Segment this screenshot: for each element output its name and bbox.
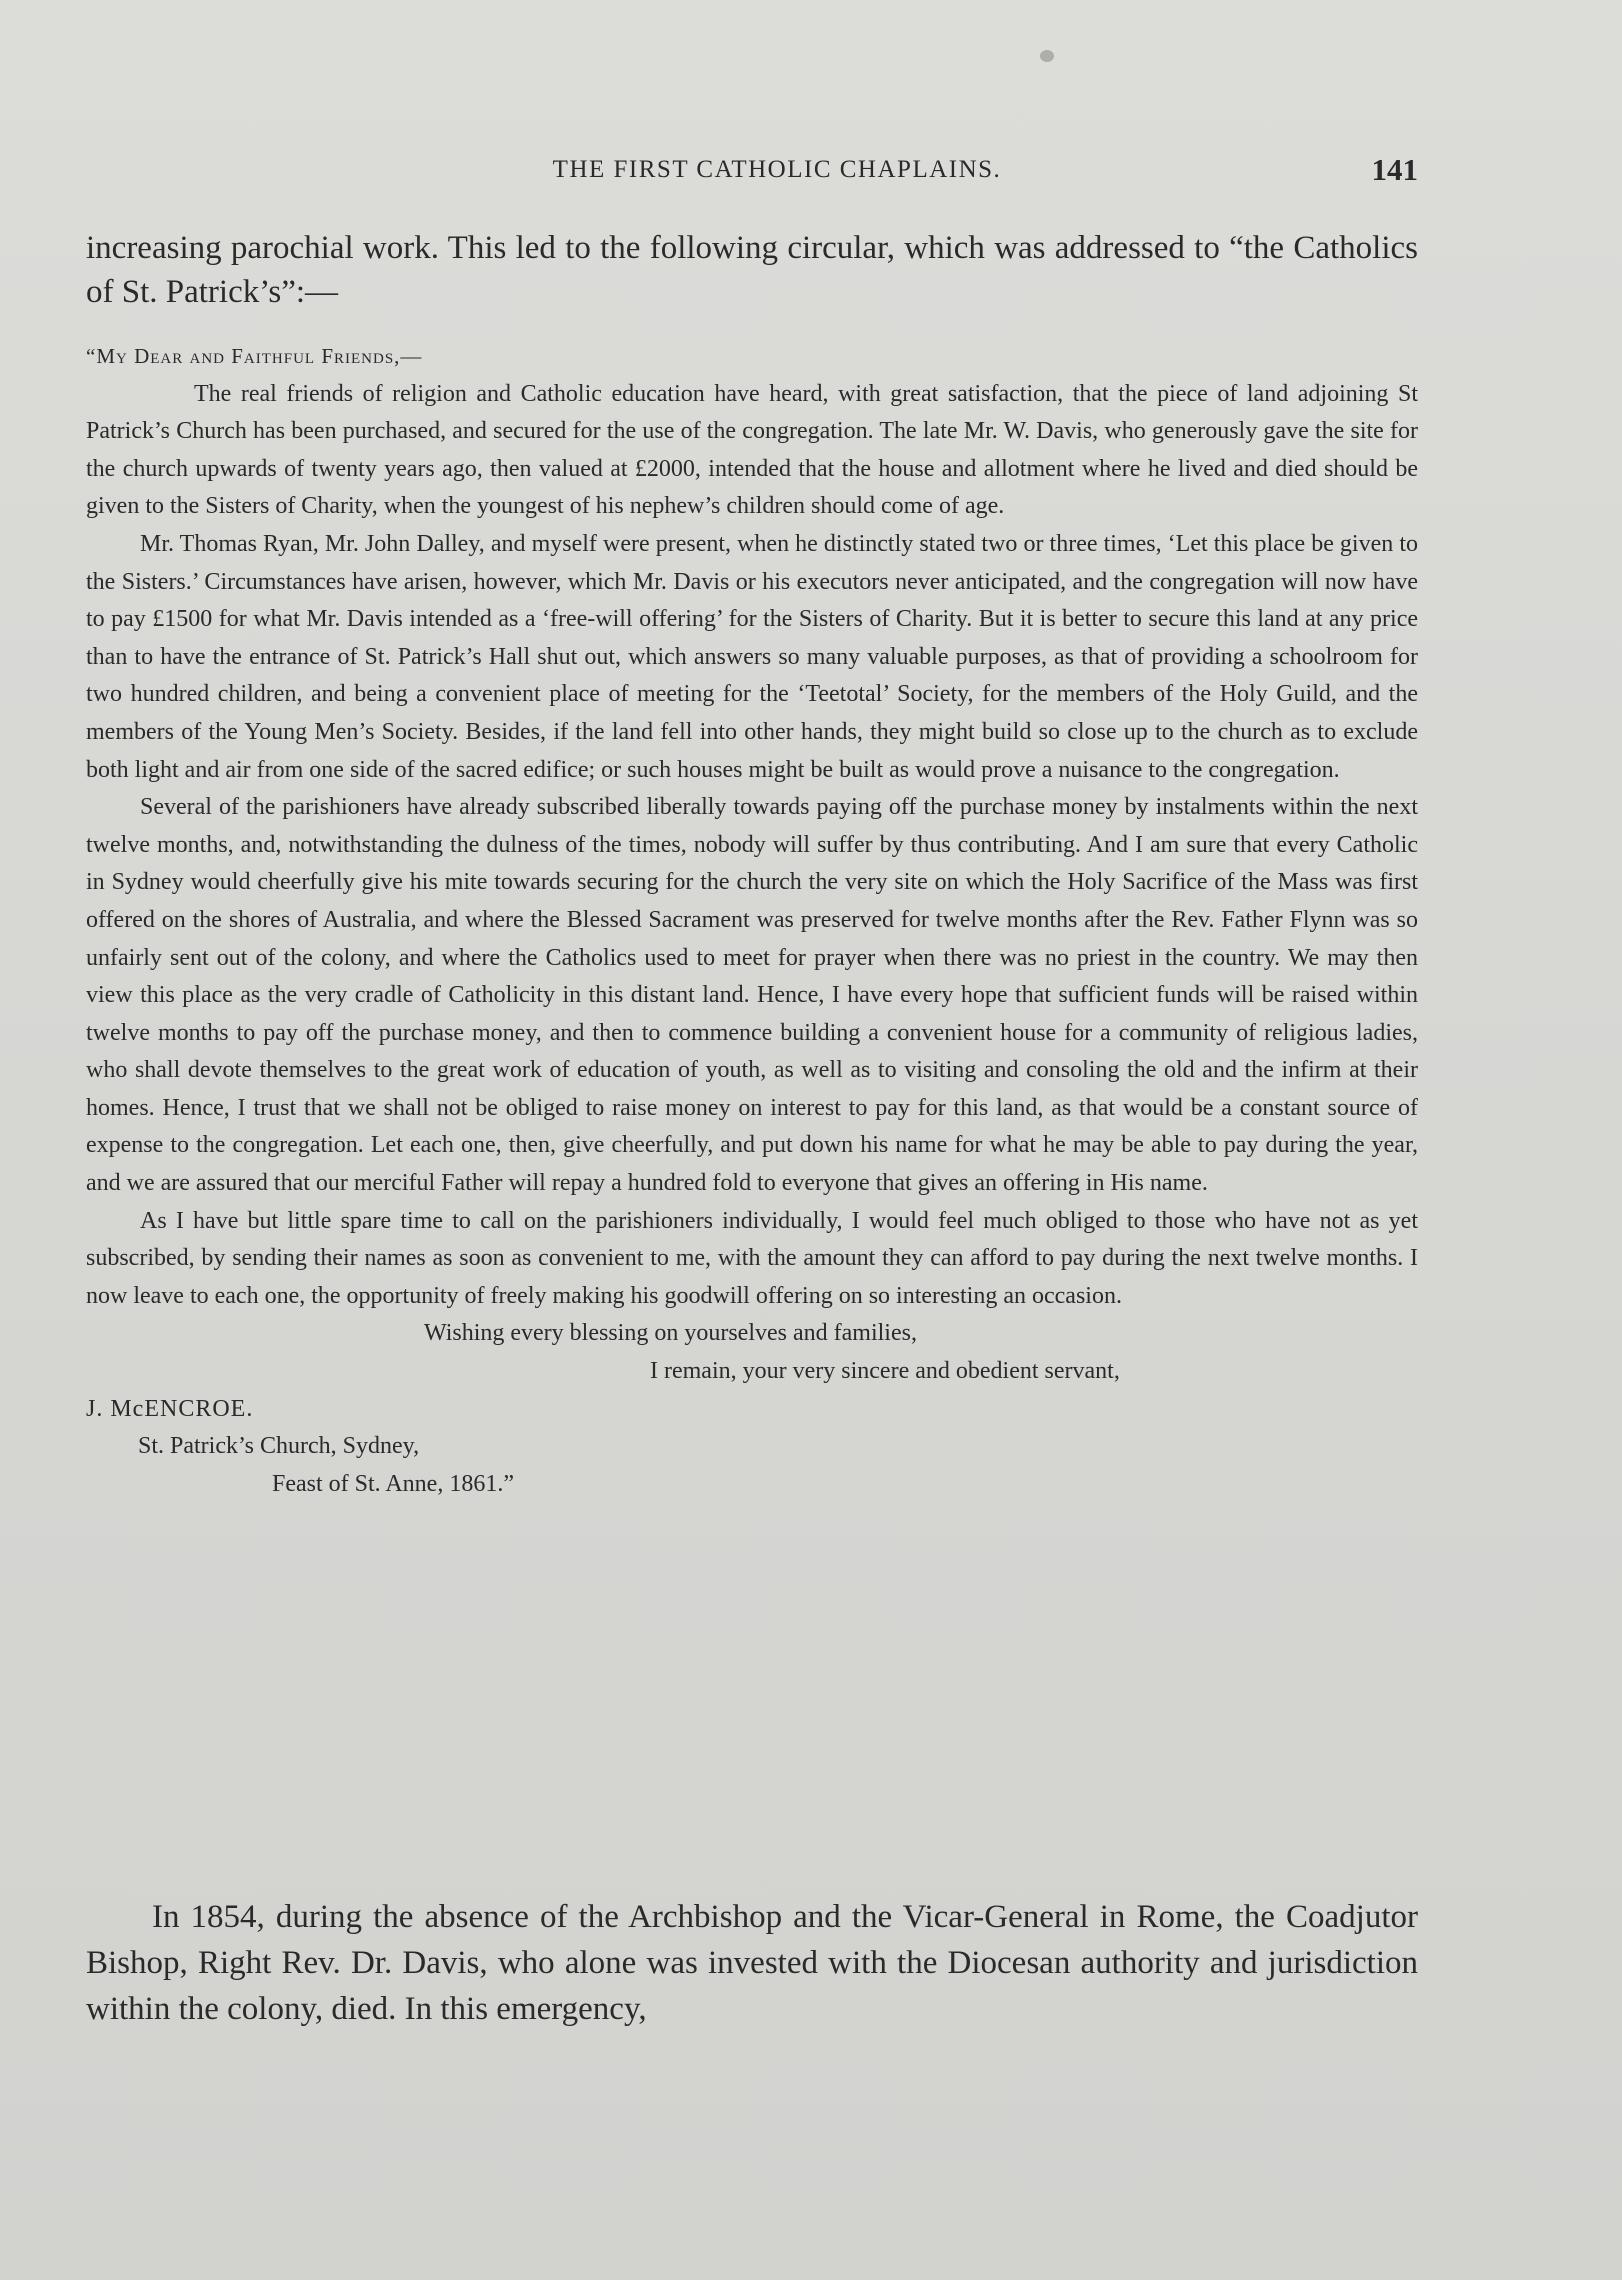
letter-date: Feast of St. Anne, 1861.”: [272, 1470, 514, 1497]
paper-speck: [1040, 50, 1054, 62]
running-title: THE FIRST CATHOLIC CHAPLAINS.: [552, 156, 1002, 183]
letter-paragraph: As I have but little spare time to call on the parishioners individually, I would feel much obliged to those who have not as yet subscribed, by sending their names as soon as convenient to me, with the amount they can afford to pay during the next twelve months. I now leave to each one, the opportunity of freely making his goodwill offering on so interesting an occasion.: [86, 1207, 1418, 1309]
letter-closing-line: Wishing every blessing on yourselves and families,: [424, 1320, 917, 1347]
letter-paragraph: The real friends of religion and Catholic education have heard, with great satisfaction, that the piece of land adjoining St Patrick’s Church has been purchased, and secured for the use of the congregation. The late Mr. W. Davis, who generously gave the site for the church upwards of twenty years ago, then valued at £2000, intended that the house and allotment where he lived and died should be given to the Sisters of Charity, when the youngest of his nephew’s children should come of age.: [86, 380, 1418, 520]
letter-salutation: “My Dear and Faithful Friends,—: [86, 344, 423, 368]
letter-place: St. Patrick’s Church, Sydney,: [138, 1433, 420, 1460]
letter-closing-line: I remain, your very sincere and obedient servant,: [650, 1358, 1120, 1385]
letter-paragraph: Mr. Thomas Ryan, Mr. John Dalley, and myself were present, when he distinctly stated two or three times, ‘Let this place be given to the Sisters.’ Circumstances have arisen, however, which Mr. Davis or his executors never anticipated, and the congregation will now have to pay £1500 for what Mr. Davis intended as a ‘free-will offering’ for the Sisters of Charity. But it is better to secure this land at any price than to have the entrance of St. Patrick’s Hall shut out, which answers so many valuable purposes, as that of providing a schoolroom for two hundred children, and being a convenient place of meeting for the ‘Teetotal’ Society, for the members of the Holy Guild, and the members of the Young Men’s Society. Besides, if the land fell into other hands, they might build so close up to the church as to exclude both light and air from one side of the sacred edifice; or such houses might be built as would prove a nuisance to the congregation.: [86, 530, 1418, 783]
letter-signature: J. McENCROE.: [86, 1395, 254, 1422]
letter-paragraph: Several of the parishioners have already subscribed liberally towards paying off the purchase money by instalments within the next twelve months, and, notwithstanding the dulness of the times, nobody will suffer by thus contributing. And I am sure that every Catholic in Sydney would cheerfully give his mite towards securing for the church the very site on which the Holy Sacrifice of the Mass was first offered on the shores of Australia, and where the Blessed Sacrament was preserved for twelve months after the Rev. Father Flynn was so unfairly sent out of the colony, and where the Catholics used to meet for prayer when there was no priest in the country. We may then view this place as the very cradle of Catholicity in this distant land. Hence, I have every hope that sufficient funds will be raised within twelve months to pay off the purchase money, and then to commence building a convenient house for a community of religious ladies, who shall devote themselves to the great work of education of youth, as well as to visiting and consoling the old and the infirm at their homes. Hence, I trust that we shall not be obliged to raise money on interest to pay for this land, as that would be a constant source of expense to the congregation. Let each one, then, give cheerfully, and put down his name for what he may be able to pay during the year, and we are assured that our merciful Father will repay a hundred fold to everyone that gives an offering in His name.: [86, 794, 1418, 1197]
page-number: 141: [1371, 152, 1418, 187]
closing-paragraph: In 1854, during the absence of the Archbishop and the Vicar-General in Rome, the Coadjutor Bishop, Right Rev. Dr. Davis, who alone was invested with the Diocesan authority and jurisdiction within the colony, died. In this emergency,: [86, 1899, 1418, 2027]
intro-paragraph: increasing parochial work. This led to the following circular, which was addressed to “the Catholics of St. Patrick’s”:—: [86, 230, 1418, 310]
circular-letter: [86, 338, 1418, 1503]
page-header: [86, 152, 1418, 192]
